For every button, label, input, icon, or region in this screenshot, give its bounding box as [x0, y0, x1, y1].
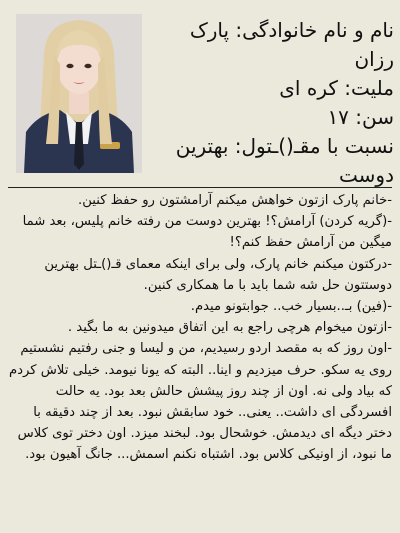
- profile-photo: [16, 14, 142, 173]
- dialogue-line: -(فین) بـ..بسیار خب.. جوابتونو میدم.: [190, 299, 392, 315]
- dialogue-line: -(گریه کردن) آرامش؟! بهترین دوست من رفته خانم پلیس، بعد شما میگین من آرامش حفظ کنم؟!: [22, 214, 392, 251]
- divider: [8, 187, 392, 188]
- name-line: نام و نام خانوادگی: پارک رزان: [189, 18, 394, 71]
- story-text: [8, 190, 392, 466]
- profile-info: [149, 16, 394, 190]
- dialogue-line: -ازتون میخوام هرچی راجع به این اتفاق میدونین به ما بگید .: [67, 320, 392, 336]
- dialogue-line: -خانم پارک ازتون خواهش میکنم آرامشتون رو حفظ کنین.: [78, 193, 392, 208]
- dialogue-line: -اون روز که به مقصد اردو رسیدیم، من و لیسا و جنی رفتیم نشستیم روی یه سکو. حرف میزدیم و اینا.. البته که یونا نیومد. خیلی تلاش کردم که بیاد ولی نه. اون از چند روز پیشش حالش بعد بود. یه حالت افسردگی ای داشت.. یعنی.. خود سابقش نبود. بعد از چند دقیقه با دختر دیگه ای دیدمش. خوشحال بود. لبخند میزد. اون دختر توی کلاس ما نبود، از اونیکی کلاس بود. اشتباه نکنم اسمش... جانگ آهیون بود.: [8, 341, 392, 463]
- age-line: سن: ۱۷: [327, 105, 394, 129]
- relation-line-cont: دوست: [339, 163, 394, 187]
- dialogue-line: -درکتون میکنم خانم پارک، ولی برای اینکه معمای قـ()ـتل بهترین دوستتون حل شه شما باید با ما همکاری کنین.: [44, 256, 392, 293]
- nationality-line: ملیت: کره ای: [279, 76, 394, 100]
- relation-line: نسبت با مقـ()ـتول: بهترین: [175, 134, 394, 158]
